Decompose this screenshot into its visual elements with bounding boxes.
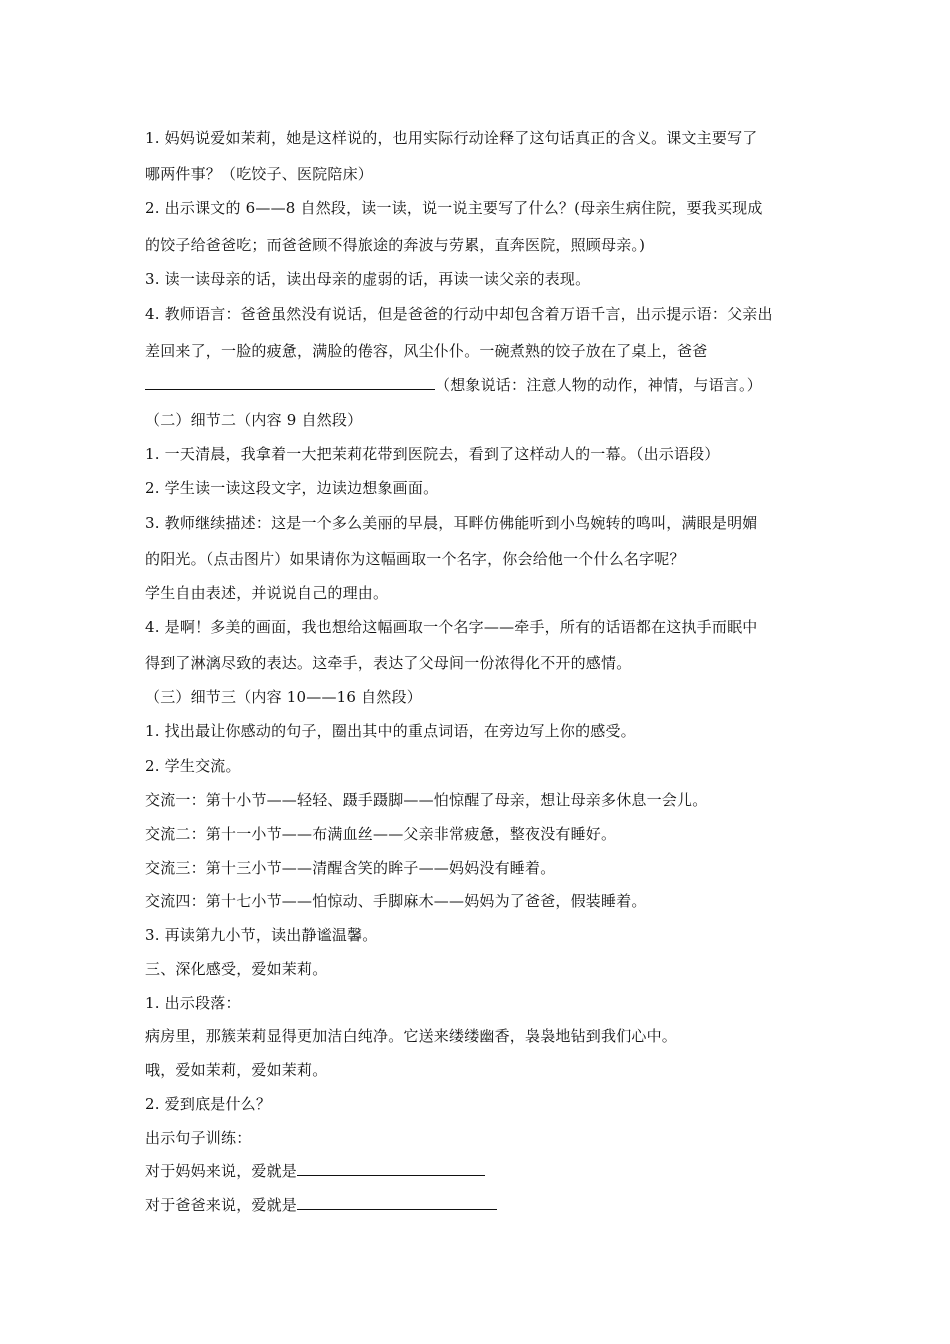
sentence-mom-text: 对于妈妈来说，爱就是 (145, 1162, 298, 1180)
para-4-prompt: （想象说话：注意人物的动作，神情，与语言。） (435, 376, 762, 394)
para-1-line-1: 1. 妈妈说爱如茉莉，她是这样说的，也用实际行动诠释了这句话真正的含义。课文主要写了 (145, 129, 758, 147)
fill-in-blank-mom[interactable] (297, 1160, 485, 1176)
detail-2-item-2: 2. 学生读一读这段文字，边读边想象画面。 (145, 479, 439, 497)
para-4-line-3 (145, 374, 762, 395)
section-iii-item-1: 1. 出示段落： (145, 994, 241, 1012)
para-2-line-2: 的饺子给爸爸吃；而爸爸顾不得旅途的奔波与劳累，直奔医院，照顾母亲。) (145, 236, 646, 254)
detail-2-item-4-line-2: 得到了淋漓尽致的表达。这牵手，表达了父母间一份浓得化不开的感情。 (145, 654, 632, 672)
para-4-line-1: 4. 教师语言：爸爸虽然没有说话，但是爸爸的行动中却包含着万语千言，出示提示语：父亲出 (145, 305, 773, 323)
quoted-paragraph-1: 病房里，那簇茉莉显得更加洁白纯净。它送来缕缕幽香，袅袅地钻到我们心中。 (145, 1027, 678, 1045)
para-4-line-2: 差回来了，一脸的疲惫，满脸的倦容，风尘仆仆。一碗煮熟的饺子放在了桌上，爸爸 (145, 342, 708, 360)
para-1-line-2: 哪两件事？（吃饺子、医院陪床） (145, 165, 374, 183)
detail-3-item-3: 3. 再读第九小节，读出静谧温馨。 (145, 926, 378, 944)
sentence-training-label: 出示句子训练： (145, 1129, 252, 1147)
section-heading-detail-2: （二）细节二（内容 9 自然段） (145, 411, 363, 429)
detail-2-item-3-line-1: 3. 教师继续描述：这是一个多么美丽的早晨，耳畔仿佛能听到小鸟婉转的鸣叫，满眼是明媚 (145, 514, 758, 532)
sentence-dad-text: 对于爸爸来说，爱就是 (145, 1196, 298, 1214)
section-iii-item-2: 2. 爱到底是什么？ (145, 1095, 272, 1113)
section-heading-detail-3: （三）细节三（内容 10——16 自然段） (145, 688, 422, 706)
sentence-dad (145, 1194, 497, 1215)
fill-in-blank[interactable] (145, 374, 435, 390)
detail-3-item-2: 2. 学生交流。 (145, 757, 241, 775)
detail-2-item-4-line-1: 4. 是啊！多美的画面，我也想给这幅画取一个名字——牵手，所有的话语都在这执手而眠中 (145, 618, 758, 636)
sentence-mom (145, 1160, 485, 1181)
quoted-paragraph-2: 哦，爱如茉莉，爱如茉莉。 (145, 1061, 328, 1079)
exchange-4: 交流四：第十七小节——怕惊动、手脚麻木——妈妈为了爸爸，假装睡着。 (145, 892, 647, 910)
exchange-2: 交流二：第十一小节——布满血丝——父亲非常疲惫，整夜没有睡好。 (145, 825, 617, 843)
detail-2-item-1: 1. 一天清晨，我拿着一大把茉莉花带到医院去，看到了这样动人的一幕。（出示语段） (145, 445, 720, 463)
section-heading-iii: 三、深化感受，爱如茉莉。 (145, 960, 328, 978)
detail-2-item-3-line-3: 学生自由表述，并说说自己的理由。 (145, 584, 389, 602)
para-3: 3. 读一读母亲的话，读出母亲的虚弱的话，再读一读父亲的表现。 (145, 270, 591, 288)
exchange-3: 交流三：第十三小节——清醒含笑的眸子——妈妈没有睡着。 (145, 859, 556, 877)
fill-in-blank-dad[interactable] (297, 1194, 497, 1210)
detail-2-item-3-line-2: 的阳光。（点击图片）如果请你为这幅画取一个名字，你会给他一个什么名字呢？ (145, 550, 685, 568)
detail-3-item-1: 1. 找出最让你感动的句子，圈出其中的重点词语，在旁边写上你的感受。 (145, 722, 636, 740)
exchange-1: 交流一：第十小节——轻轻、蹑手蹑脚——怕惊醒了母亲，想让母亲多休息一会儿。 (145, 791, 708, 809)
para-2-line-1: 2. 出示课文的 6——8 自然段，读一读，说一说主要写了什么？(母亲生病住院，要我买现成 (145, 199, 763, 217)
